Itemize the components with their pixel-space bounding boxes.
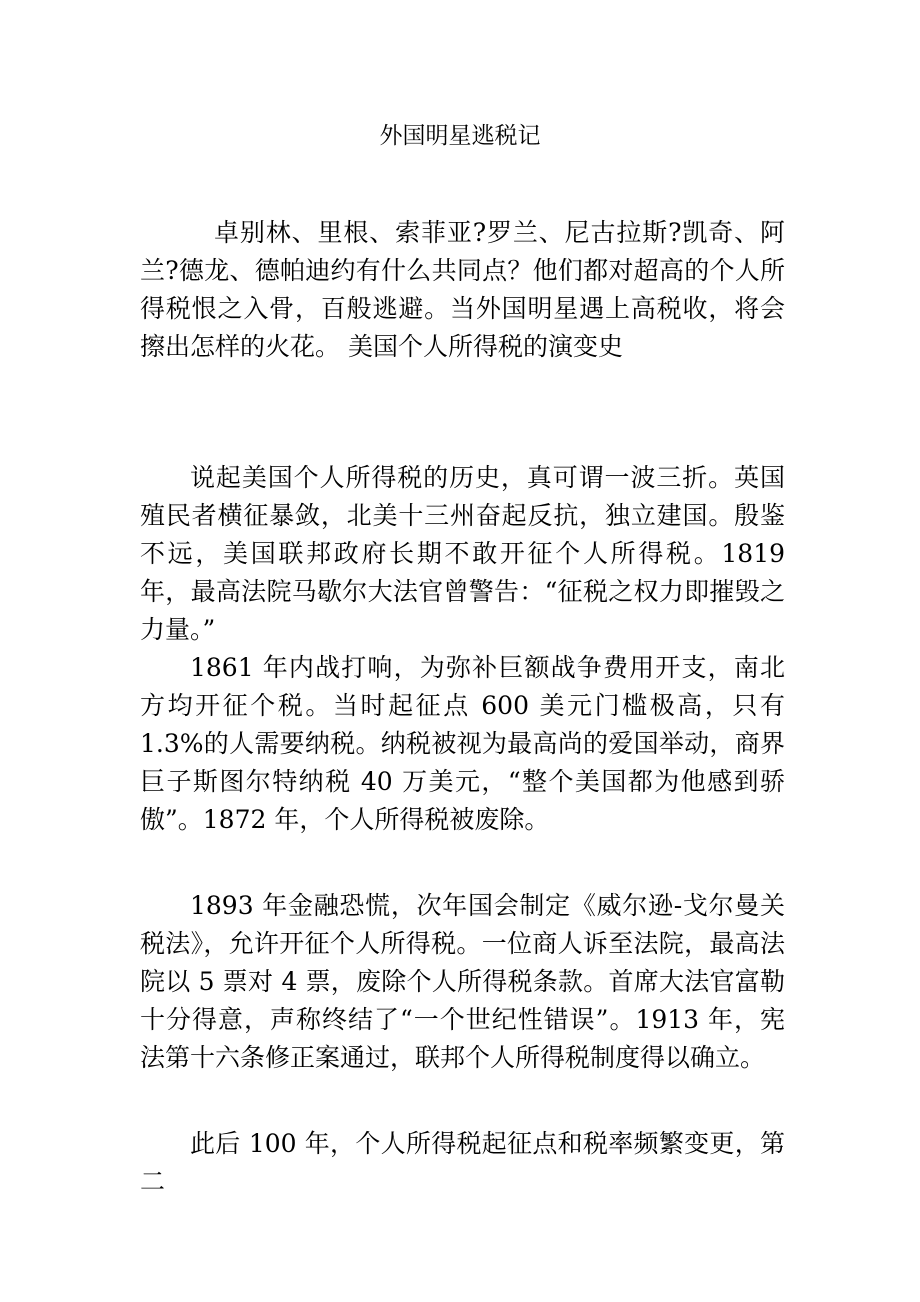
body-paragraph-2: 1861 年内战打响，为弥补巨额战争费用开支，南北方均开征个税。当时起征点 600 美元门槛极高，只有 1.3%的人需要纳税。纳税被视为最高尚的爱国举动，商界巨子斯图尔特纳税 40 万美元，“整个美国都为他感到骄傲”。1872 年，个人所得税被废除。 [140, 653, 785, 834]
body-paragraph-1: 说起美国个人所得税的历史，真可谓一波三折。英国殖民者横征暴敛，北美十三州奋起反抗，独立建国。殷鉴不远，美国联邦政府长期不敢开征个人所得税。1819 年，最高法院马歇尔大法官曾警告：“征税之权力即摧毁之力量。” [140, 463, 785, 644]
document-title: 外国明星逃税记 [379, 123, 541, 149]
intro-paragraph: 卓别林、里根、索菲亚?罗兰、尼古拉斯?凯奇、阿兰?德龙、德帕迪约有什么共同点？他们都对超高的个人所得税恨之入骨，百般逃避。当外国明星遇上高税收，将会擦出怎样的火花。 美国个人所得税的演变史 [140, 218, 785, 361]
body-paragraph-3: 1893 年金融恐慌，次年国会制定《威尔逊-戈尔曼关税法》，允许开征个人所得税。一位商人诉至法院，最高法院以 5 票对 4 票，废除个人所得税条款。首席大法官富勒十分得意，声称终结了“一个世纪性错误”。1913 年，宪法第十六条修正案通过，联邦个人所得税制度得以确立。 [140, 891, 785, 1072]
body-paragraph-4: 此后 100 年，个人所得税起征点和税率频繁变更，第二 [140, 1129, 785, 1196]
